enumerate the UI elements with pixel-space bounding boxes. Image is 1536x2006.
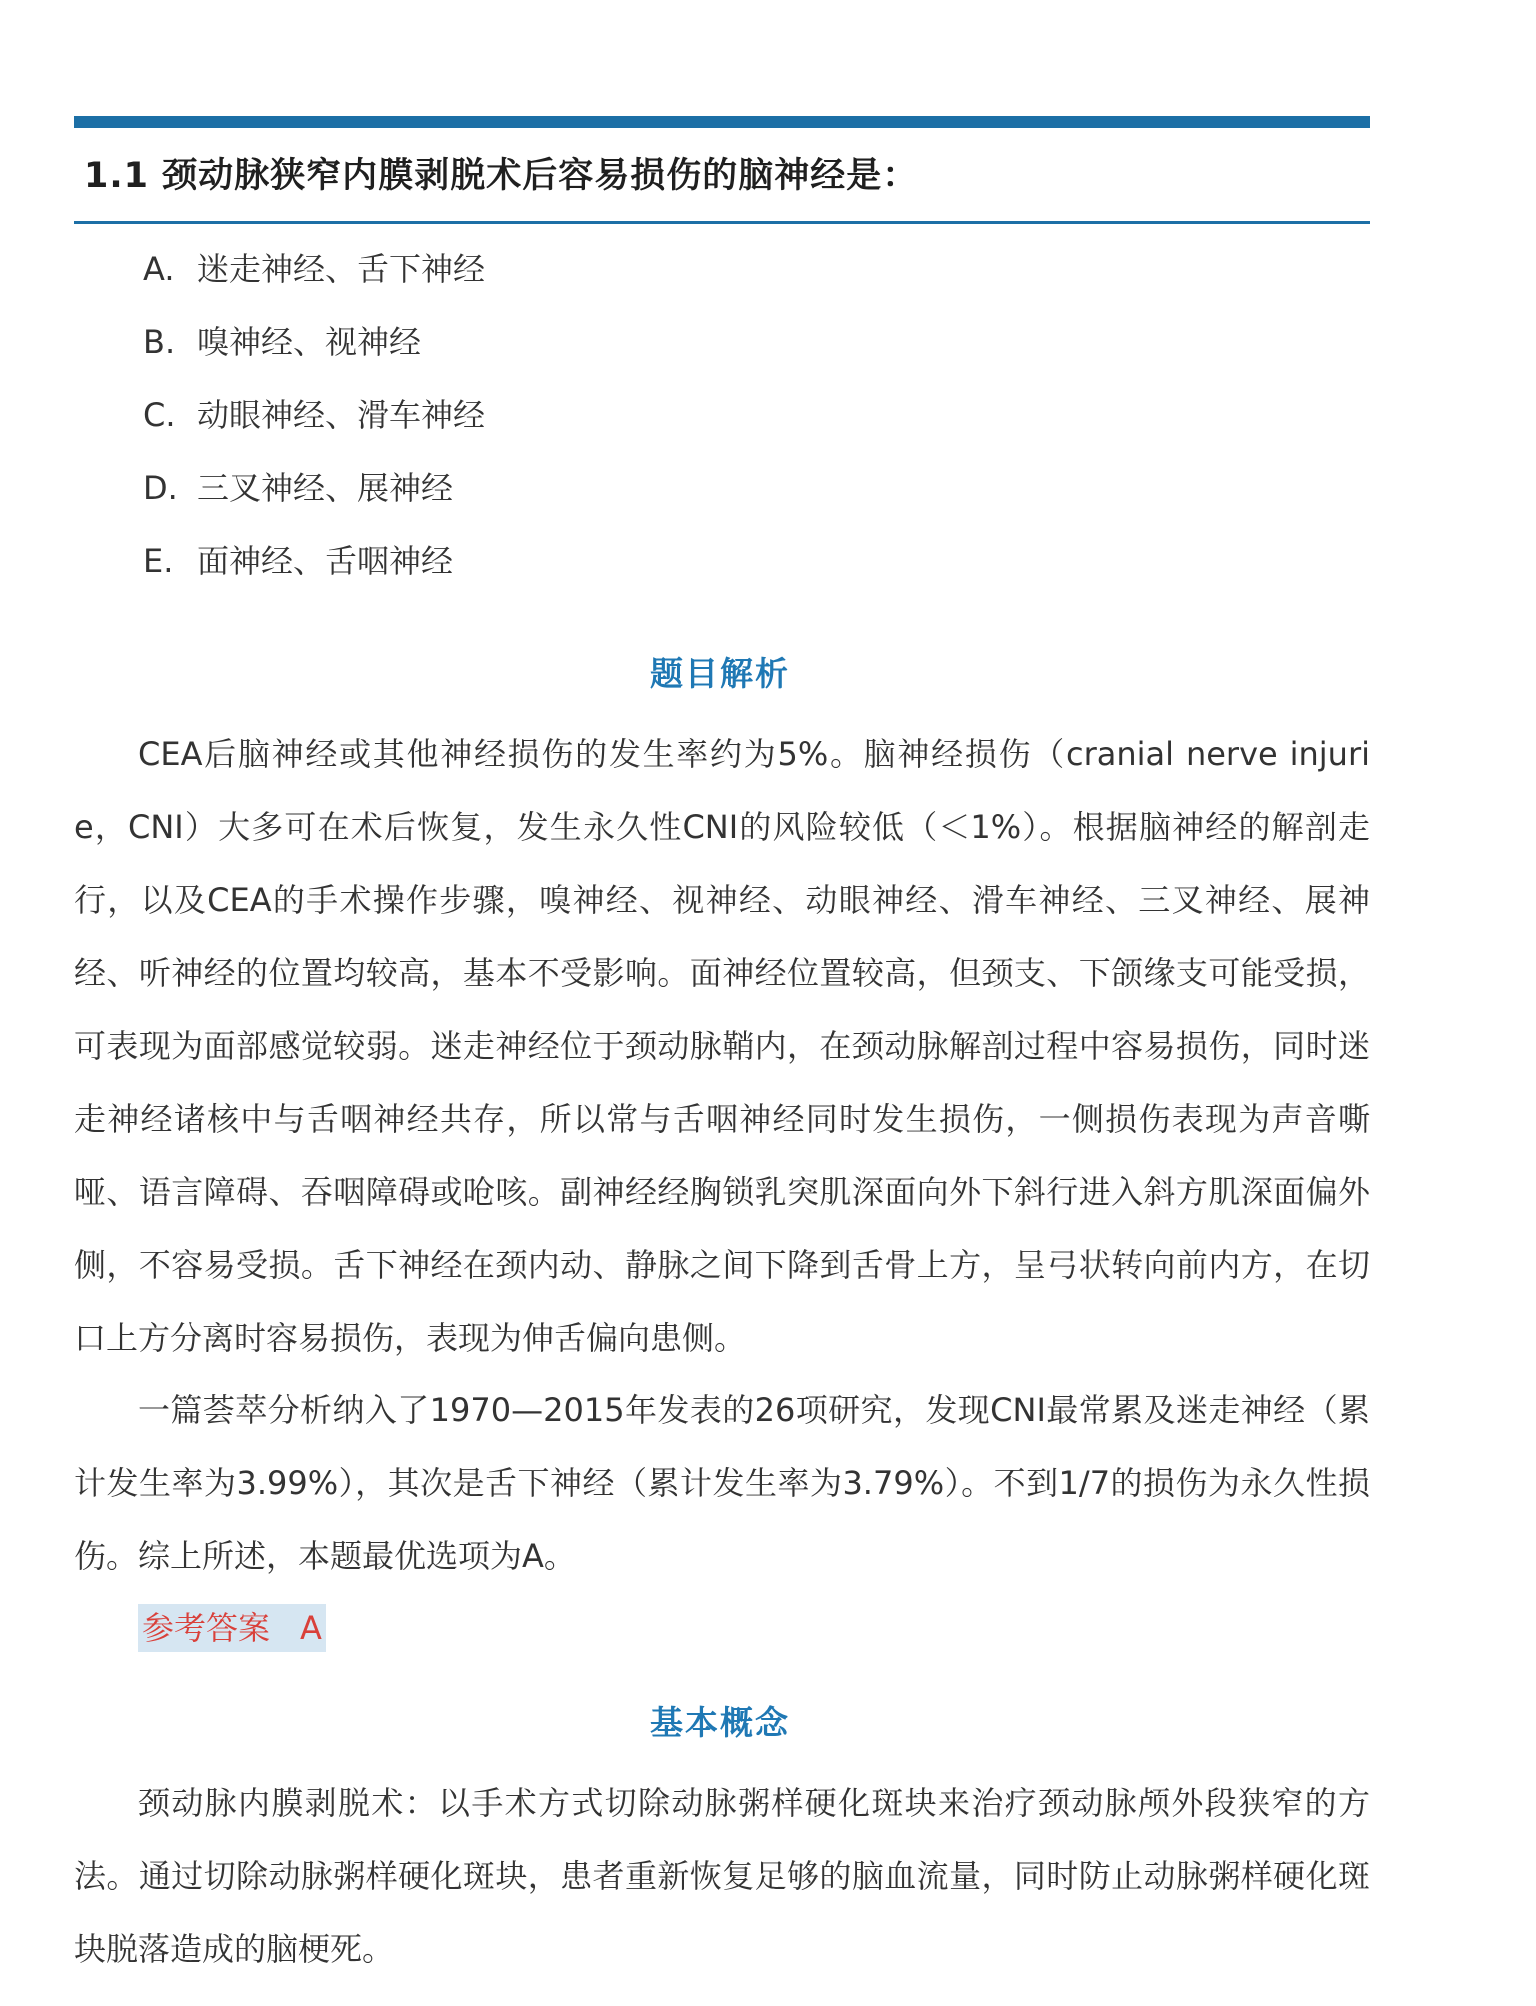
analysis-paragraph-1: CEA后脑神经或其他神经损伤的发生率约为5%。脑神经损伤（cranial nerve injurie，CNI）大多可在术后恢复，发生永久性CNI的风险较低（＜1%）。根据脑神经的解剖走行，以及CEA的手术操作步骤，嗅神经、视神经、动眼神经、滑车神经、三叉神经、展神经、听神经的位置均较高，基本不受影响。面神经位置较高，但颈支、下颌缘支可能受损，可表现为面部感觉较弱。迷走神经位于颈动脉鞘内，在颈动脉解剖过程中容易损伤，同时迷走神经诸核中与舌咽神经共存，所以常与舌咽神经同时发生损伤，一侧损伤表现为声音嘶哑、语言障碍、吞咽障碍或呛咳。副神经经胸锁乳突肌深面向外下斜行进入斜方肌深面偏外侧，不容易受损。舌下神经在颈内动、静脉之间下降到舌骨上方，呈弓状转向前内方，在切口上方分离时容易损伤，表现为伸舌偏向患侧。 [74,735,1370,1357]
option-text: 三叉神经、展神经 [197,469,454,507]
analysis-heading: 题目解析 [650,654,790,693]
option-letter: B. [143,323,176,361]
option-letter: A. [143,250,175,288]
option-letter: D. [143,469,178,507]
analysis-paragraph-2: 一篇荟萃分析纳入了1970—2015年发表的26项研究，发现CNI最常累及迷走神经（累计发生率为3.99%），其次是舌下神经（累计发生率为3.79%）。不到1/7的损伤为永久性损伤。综上所述，本题最优选项为A。 [74,1391,1370,1575]
reference-answer [138,1604,326,1652]
option-text: 面神经、舌咽神经 [197,542,454,580]
question-title: 1.1 颈动脉狭窄内膜剥脱术后容易损伤的脑神经是： [84,156,919,196]
answer-value: A [300,1609,322,1647]
option-b [143,317,485,390]
concept-heading: 基本概念 [650,1703,790,1742]
option-d [143,463,485,536]
header-accent-bar [74,116,1370,128]
title-divider [74,221,1370,224]
answer-options-list [143,244,485,609]
option-text: 嗅神经、视神经 [197,323,422,361]
option-a [143,244,485,317]
option-letter: C. [143,396,176,434]
option-c [143,390,485,463]
concept-paragraph: 颈动脉内膜剥脱术：以手术方式切除动脉粥样硬化斑块来治疗颈动脉颅外段狭窄的方法。通过切除动脉粥样硬化斑块，患者重新恢复足够的脑血流量，同时防止动脉粥样硬化斑块脱落造成的脑梗死。 [74,1784,1370,1968]
option-letter: E. [143,542,174,580]
option-e [143,536,485,609]
option-text: 动眼神经、滑车神经 [197,396,486,434]
option-text: 迷走神经、舌下神经 [197,250,486,288]
answer-label: 参考答案 [142,1609,271,1647]
